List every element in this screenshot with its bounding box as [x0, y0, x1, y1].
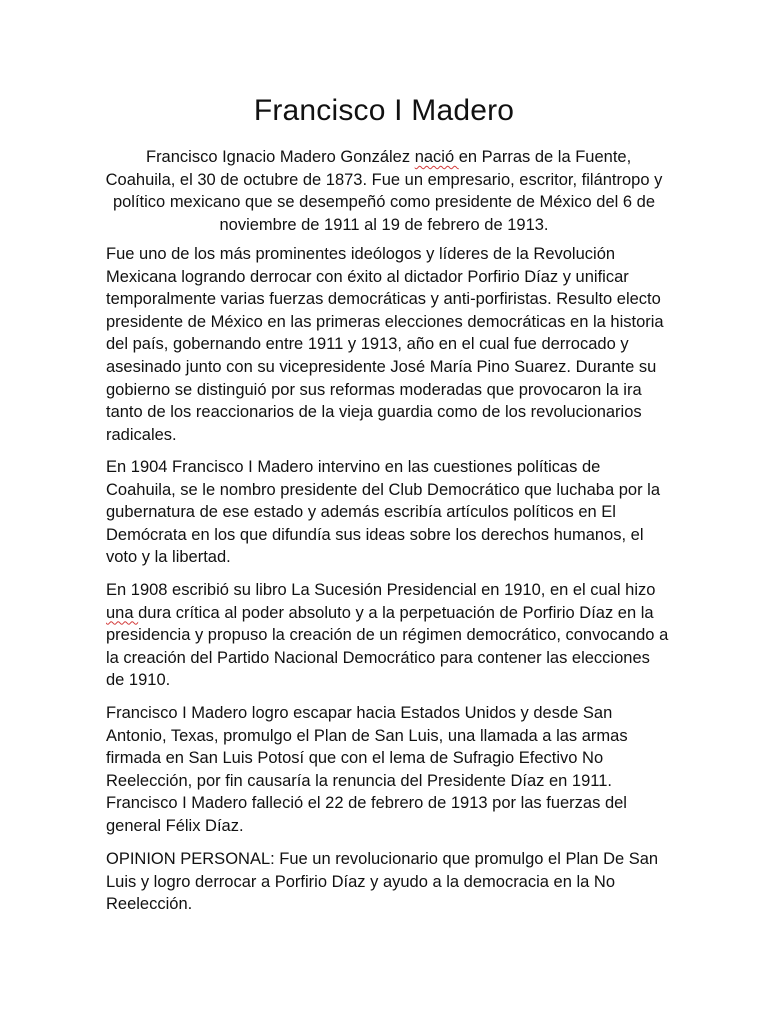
personal-opinion-paragraph: OPINION PERSONAL: Fue un revolucionario que promulgo el Plan De San Luis y logro derrocar a Porfirio Díaz y ayudo a la democracia en la No Reelección. [106, 850, 659, 914]
paragraph-3-text-end: dura crítica al poder absoluto y a la perpetuación de Porfirio Díaz en la presidencia y propuso la creación de un régimen democrático, convocando a la creación del Partido Nacional Democrático para contener las elecciones de 1910. [106, 603, 669, 690]
body-paragraph-2: En 1904 Francisco I Madero intervino en las cuestiones políticas de Coahuila, se le nombro presidente del Club Democrático que luchaba por la gubernatura de ese estado y además escribía artículos políticos en El Demócrata en los que difundía sus ideas sobre los derechos humanos, el voto y la libertad. [106, 458, 660, 567]
body-paragraph-3 [106, 579, 672, 692]
body-paragraph-1: Fue uno de los más prominentes ideólogos y líderes de la Revolución Mexicana logrando derrocar con éxito al dictador Porfirio Díaz y unificar temporalmente varias fuerzas democráticas y anti-porfiristas. Resulto electo presidente de México en las primeras elecciones democráticas en la historia del país, gobernando entre 1911 y 1913, año en el cual fue derrocado y asesinado junto con su vicepresidente José María Pino Suarez. Durante su gobierno se distinguió por sus reformas moderadas que provocaron la ira tanto de los reaccionarios de la vieja guardia como de los revolucionarios radicales. [106, 245, 664, 444]
document-title: Francisco I Madero [253, 94, 515, 127]
intro-paragraph [104, 146, 664, 236]
spellcheck-marked-word: nació [414, 148, 459, 166]
spellcheck-marked-word: una [106, 603, 139, 622]
paragraph-3-text-start: En 1908 escribió su libro La Sucesión Presidencial en 1910, en el cual hizo [106, 581, 656, 599]
intro-text-end: en Parras de la Fuente, Coahuila, el 30 de octubre de 1873. Fue un empresario, escritor, filántropo y político mexicano que se desempeñó como presidente de México del 6 de noviembre de 1911 al 19 de febrero de 1913. [105, 148, 663, 234]
intro-text-start: Francisco Ignacio Madero González [145, 148, 415, 166]
body-paragraph-4: Francisco I Madero logro escapar hacia Estados Unidos y desde San Antonio, Texas, promulgo el Plan de San Luis, una llamada a las armas firmada en San Luis Potosí que con el lema de Sufragio Efectivo No Reelección, por fin causaría la renuncia del Presidente Díaz en 1911. Francisco I Madero falleció el 22 de febrero de 1913 por las fuerzas del general Félix Díaz. [106, 704, 628, 835]
